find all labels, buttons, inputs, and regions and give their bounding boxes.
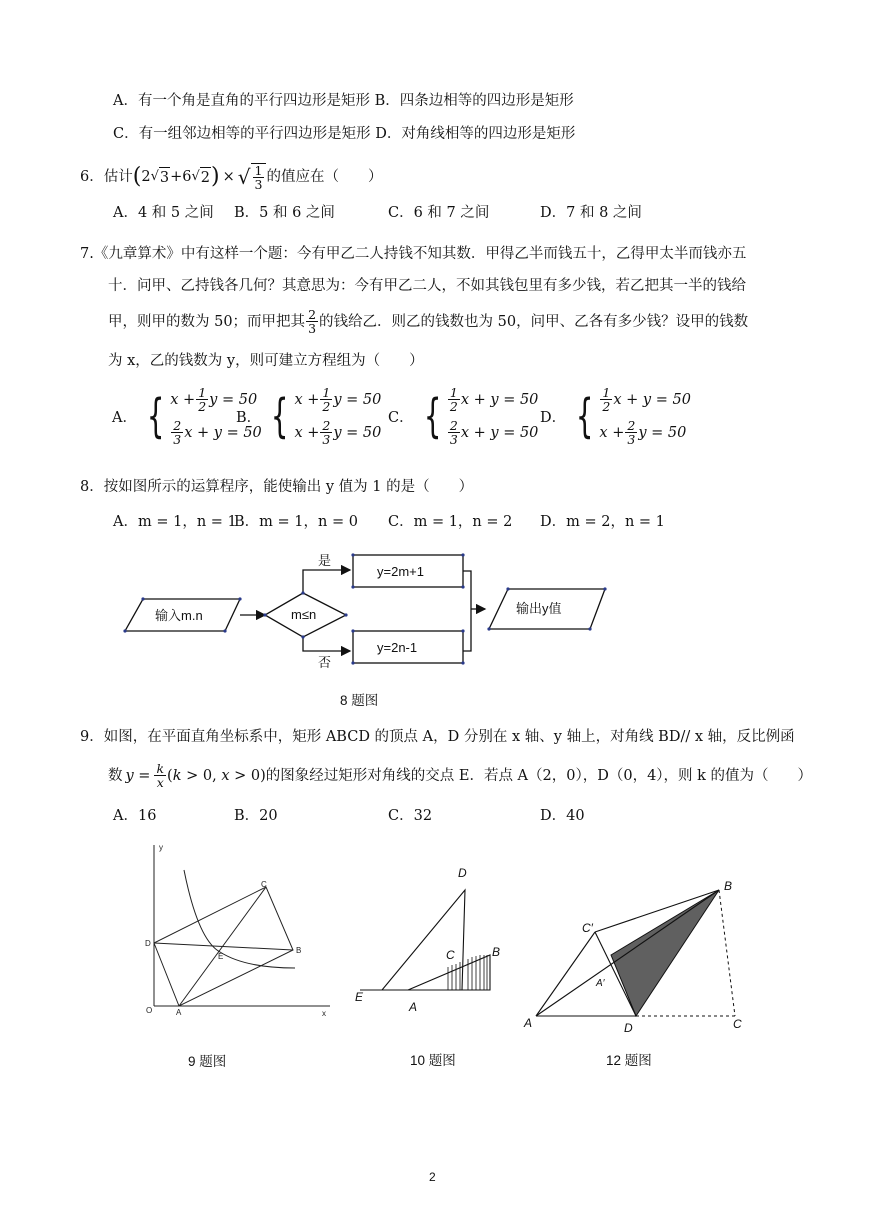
q6-option-a: A．4 和 5 之间: [113, 205, 214, 221]
q8-flowchart: [115, 545, 615, 675]
q7-line2: 十．问甲、乙持钱各几何？其意思为：今有甲乙二人，不如其钱包里有多少钱，若乙把其一半的钱给: [108, 278, 746, 294]
flow-output-label: 输出y值: [516, 601, 562, 616]
q8-option-d: D．m = 2，n = 1: [540, 514, 665, 530]
fig9-diagram: [140, 840, 340, 1025]
svg-text:E: E: [218, 952, 224, 961]
flow-top-label: y=2m+1: [377, 564, 424, 579]
q8-option-a: A．m = 1，n = 1: [113, 514, 237, 530]
svg-text:O: O: [146, 1006, 153, 1015]
q6-stem: 6．估计 ( 2 √ 3 +6 √ 2 ) × √ $\frac{1}{3}$ 的值应在（ ）: [80, 163, 383, 192]
q6-option-d: D．7 和 8 之间: [540, 205, 642, 221]
q7-line1: 7.《九章算术》中有这样一个题：今有甲乙二人持钱不知其数．甲得乙半而钱五十，乙得甲太半而钱亦五: [80, 246, 747, 262]
page-number: 2: [429, 1170, 436, 1184]
q9-option-a: A．16: [113, 808, 157, 824]
fig10-diagram: [350, 860, 520, 1020]
svg-text:C: C: [446, 948, 455, 962]
flow-input-label: 输入m.n: [155, 608, 203, 623]
q5-option-b: B．四条边相等的四边形是矩形: [374, 93, 574, 109]
q5-option-c: C．有一组邻边相等的平行四边形是矩形 D．对角线相等的四边形是矩形: [113, 126, 576, 142]
flow-yes-label: 是: [318, 553, 332, 568]
svg-text:B: B: [296, 946, 302, 955]
svg-text:B: B: [492, 945, 501, 959]
svg-text:E: E: [355, 990, 364, 1004]
flow-no-label: 否: [318, 655, 332, 670]
svg-text:A: A: [176, 1008, 182, 1017]
q8-option-c: C．m = 1，n = 2: [388, 514, 513, 530]
svg-text:D: D: [624, 1021, 633, 1035]
svg-text:D: D: [145, 939, 151, 948]
q7-option-a: A． { x + $\frac{1}{2}$ y = 50 $\frac{2}{3}$ x + y = 50: [112, 385, 262, 447]
triangle-ced: [382, 890, 465, 990]
fig9-caption: 9 题图: [188, 1054, 227, 1069]
svg-text:A: A: [524, 1016, 533, 1030]
svg-text:D: D: [458, 866, 467, 880]
fig10-caption: 10 题图: [410, 1053, 456, 1068]
fig8-caption: 8 题图: [340, 693, 379, 708]
flow-bottom-label: y=2n-1: [377, 640, 418, 655]
svg-text:C: C: [733, 1017, 742, 1031]
q7-option-b: B． { x + $\frac{1}{2}$ y = 50 x + $\frac{2}{3}$ y = 50: [236, 385, 382, 447]
q8-stem: 8．按如图所示的运算程序，能使输出 y 值为 1 的是（ ）: [80, 479, 474, 495]
hyperbola-curve: [184, 870, 295, 968]
q9-option-b: B．20: [234, 808, 278, 824]
q5-option-d: D．对角线相等的四边形是矩形: [375, 126, 576, 142]
fig12-caption: 12 题图: [606, 1053, 652, 1068]
q7-line4: 为 x，乙的钱数为 y，则可建立方程组为（ ）: [108, 353, 424, 369]
q7-line3: 甲，则甲的数为 50；而甲把其 $\frac{2}{3}$ 的钱给乙．则乙的钱数也为 50，问甲、乙各有多少钱？设甲的钱数: [108, 307, 749, 336]
diagonal-bd: [154, 943, 293, 950]
q7-option-c: C． { $\frac{1}{2}$ x + y = 50 $\frac{2}{3}$ x + y = 50: [388, 385, 539, 447]
svg-text:x: x: [322, 1009, 326, 1018]
q9-option-c: C．32: [388, 808, 433, 824]
flow-cond-label: m≤n: [291, 607, 317, 622]
q9-line1: 9．如图，在平面直角坐标系中，矩形 ABCD 的顶点 A，D 分别在 x 轴、y 轴上，对角线 BD// x 轴，反比例函: [80, 729, 795, 745]
svg-text:y: y: [159, 843, 163, 852]
svg-text:B: B: [724, 879, 733, 893]
q8-option-b: B．m = 1，n = 0: [234, 514, 358, 530]
svg-text:A: A: [409, 1000, 418, 1014]
q5-option-a: A．有一个角是直角的平行四边形是矩形 B．四条边相等的四边形是矩形: [113, 93, 574, 109]
fig12-diagram: [518, 870, 748, 1035]
q9-option-d: D．40: [540, 808, 585, 824]
svg-text:C: C: [261, 880, 267, 889]
svg-text:C′: C′: [582, 921, 593, 935]
q6-option-c: C．6 和 7 之间: [388, 205, 490, 221]
q6-option-b: B．5 和 6 之间: [234, 205, 335, 221]
q7-option-d: D． { $\frac{1}{2}$ x + y = 50 x + $\frac{2}{3}$ y = 50: [540, 385, 691, 447]
svg-text:A′: A′: [596, 978, 605, 989]
q9-line2: 数 y = $\frac{k}{x}$ (k > 0, x > 0) 的图象经过矩形对角线的交点 E．若点 A（2，0），D（0，4），则 k 的值为（ ）: [108, 761, 813, 790]
